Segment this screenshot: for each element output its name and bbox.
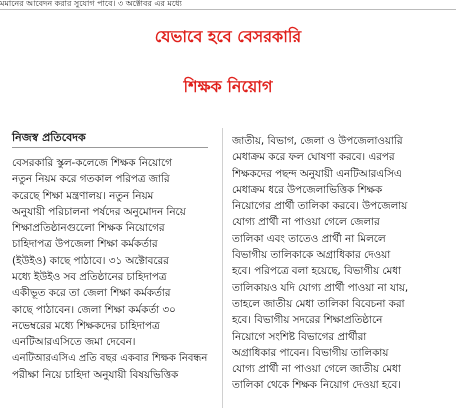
article-line: শিক্ষকদের পছন্দ অনুযায়ী এনটিআরএসিএ: [232, 167, 402, 180]
article-line: হবে। পরিপত্রে বলা হয়েছে, বিভাগীয় মেধা: [232, 265, 402, 278]
article-line: মেধাক্রম করে ফল ঘোষণা করবে। এরপর: [232, 151, 395, 164]
article-line: শিক্ষাপ্রতিষ্ঠানগুলোে শিক্ষক নিয়োগের: [12, 222, 165, 235]
article-line: জাতীয়, বিভাগ, জেলা ও উপজেলাওয়ারি: [232, 135, 403, 147]
headline: [0, 12, 456, 112]
left-column: [12, 155, 212, 383]
article-line: এনটিআরএসিএ প্রতি বছর একবার শিক্ষক নিবন্ধন: [12, 352, 208, 364]
headline-line-2: শিক্ষক নিয়োগ: [183, 77, 273, 96]
article-line: একীভূত করে তা জেলা শিক্ষা কর্মকর্তার: [12, 287, 171, 300]
article-line: বেসরকারি স্কুল-কলেজে শিক্ষক নিয়োগে: [12, 157, 172, 169]
article-line: নিয়োগে সংশিষ্ট বিভাগের প্রার্থীরা: [232, 330, 367, 343]
article-line: মধ্যে ইউইও সব প্রতিষ্ঠানের চাহিদাপত্র: [12, 271, 167, 284]
article-line: হবে। বিভাগীয় সদরের শিক্ষাপ্রতিষ্ঠানে: [232, 314, 383, 327]
byline-rule: [12, 147, 208, 148]
article-line: তালিকা এবং তাতেও প্রার্থী না মিললে: [232, 232, 386, 245]
article-line: তাহলে জাতীয় মেধা তালিকা বিবেচনা করা: [232, 297, 405, 310]
article-line: (ইউইও) কাছে পাঠাবে। ৩১ অক্টোবরের: [12, 254, 169, 267]
article-line: অগ্রাধিকার পাবেন। বিভাগীয় তালিকায়: [232, 346, 389, 359]
headline-line-1: যেভাবে হবে বেসরকারি: [154, 27, 302, 46]
article-line: অনুযায়ী পরিচালনা পর্ষদের অনুমোদন নিয়ে: [12, 205, 186, 218]
article-line: তালিকায়ও যদি যোগ্য প্রার্থী পাওয়া না যায়,: [232, 281, 409, 294]
article-line: পরীক্ষা নিয়ে চাহিদা অনুযায়ী বিষয়ভিত্তিক: [12, 368, 179, 381]
byline: নিজস্ব প্রতিবেদক: [12, 131, 86, 144]
column-divider: [222, 128, 223, 408]
article-line: তালিকা থেকে শিক্ষক নিয়োগ দেওয়া হবে।: [232, 379, 401, 392]
article-line: যোগ্য প্রার্থী না পাওয়া গেলে জাতীয় মেধা: [232, 363, 401, 376]
article-line: এনটিআরএসিতে জমা দেবেন।: [12, 336, 136, 349]
article-line: নিয়োগের প্রার্থী তালিকা করবে। উপজেলায়: [232, 200, 408, 213]
article-line: মেধাক্রম ধরে উপজেলাভিত্তিক শিক্ষক: [232, 183, 383, 196]
article-line: নতুন নিয়ম করে গতকাল পরিপত্র জারি: [12, 173, 170, 186]
article-line: চাহিদাপত্র উপজেলা শিক্ষা কর্মকর্তার: [12, 238, 158, 251]
article-line: যোগ্য প্রার্থী না পাওয়া গেলে জেলার: [232, 216, 380, 229]
right-column: [232, 133, 442, 394]
article-line: কাছে পাঠাবেন। জেলা শিক্ষা কর্মকর্তা ৩০: [12, 303, 176, 316]
article-line: নভেম্বরের মধ্যে শিক্ষকদের চাহিদাপত্র: [12, 319, 160, 332]
article-line: করেছে শিক্ষা মন্ত্রণালয়। নতুন নিয়ম: [12, 189, 154, 202]
previous-article-strip: মমানের আবেদন করার সুযোগ পাবে। ৩ অক্টোবর এর মধ্যে: [0, 0, 456, 10]
article-line: বিভাগীয় তালিকাকে অগ্রাধিকার দেওয়া: [232, 249, 391, 262]
